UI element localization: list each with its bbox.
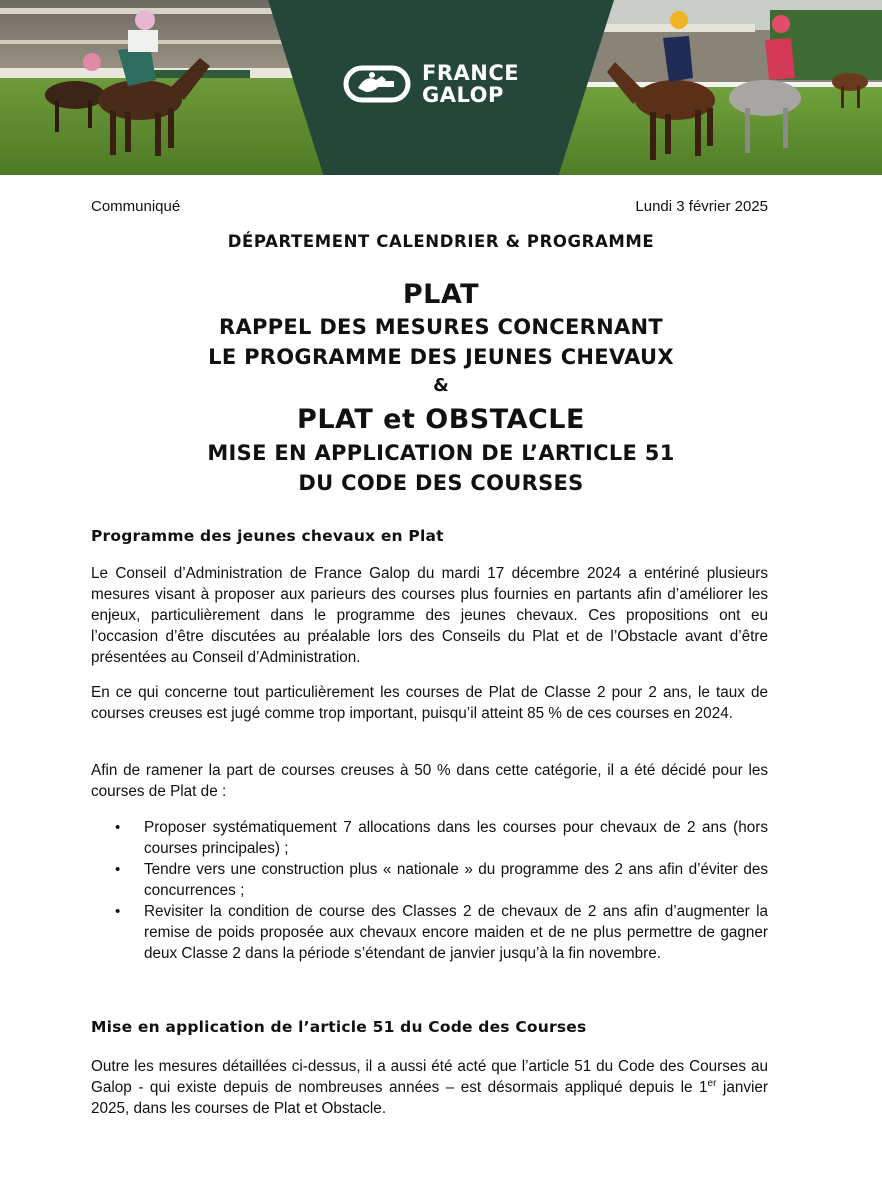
- section1-heading: Programme des jeunes chevaux en Plat: [91, 527, 444, 545]
- ordinal-superscript: er: [707, 1077, 717, 1089]
- section1-paragraph-2: En ce qui concerne tout particulièrement les courses de Plat de Classe 2 pour 2 ans, le taux de courses creuses est jugé comme trop important, puisqu’il atteint 85 % de ces courses en 2024.: [91, 684, 768, 722]
- section2-paragraph-1: [91, 1056, 768, 1119]
- brand-name-line1: FRANCE: [422, 61, 520, 85]
- document-date: Lundi 3 février 2025: [635, 198, 768, 215]
- measures-list: [91, 817, 768, 964]
- title-ampersand: &: [433, 375, 449, 396]
- section1-paragraph-3: Afin de ramener la part de courses creuses à 50 % dans cette catégorie, il a été décidé pour les courses de Plat de :: [91, 762, 768, 800]
- section2-heading: Mise en application de l’article 51 du Code des Courses: [91, 1018, 587, 1036]
- meta-row: [91, 198, 768, 215]
- section1-paragraph-1: Le Conseil d’Administration de France Galop du mardi 17 décembre 2024 a entériné plusieurs mesures visant à proposer aux parieurs des courses plus fournies en partants afin d’améliorer les enjeux, particulièrement dans le programme des jeunes chevaux. Ces propositions ont eu l’occasion d’être discutées au préalable lors des Conseils du Plat et de l’Obstacle avant d’être présentées au Conseil d’Administration.: [91, 565, 768, 666]
- title-line-mise-en-application: MISE EN APPLICATION DE L’ARTICLE 51: [207, 441, 675, 465]
- title-line-programme: LE PROGRAMME DES JEUNES CHEVAUX: [208, 345, 674, 369]
- document-type-label: Communiqué: [91, 198, 181, 215]
- section2-text-before: Outre les mesures détaillées ci-dessus, il a aussi été acté que l’article 51 du Code des Courses au Galop - qui existe depuis de nombreuses années – est désormais appliqué depuis le 1: [91, 1058, 768, 1096]
- brand-name-line2: GALOP: [422, 83, 504, 107]
- france-galop-logo: [342, 62, 552, 110]
- header-banner: [0, 0, 882, 175]
- section2-text-after: janvier 2025, dans les courses de Plat et Obstacle.: [91, 1079, 769, 1117]
- list-item: • Tendre vers une construction plus « nationale » du programme des 2 ans afin d’éviter des concurrences ;: [91, 859, 768, 901]
- title-line-rappel: RAPPEL DES MESURES CONCERNANT: [218, 315, 664, 339]
- list-item: • Revisiter la condition de course des Classes 2 de chevaux de 2 ans afin d’augmenter la remise de poids proposée aux chevaux encore maiden et de ne plus permettre de gagner deux Classe 2 dans la période s’étendant de janvier jusqu’à la fin novembre.: [91, 901, 768, 964]
- department-heading: DÉPARTEMENT CALENDRIER & PROGRAMME: [227, 232, 655, 251]
- title-line-plat-obstacle: PLAT et OBSTACLE: [297, 404, 585, 435]
- title-line-plat: PLAT: [402, 279, 480, 310]
- title-block: [40, 278, 842, 498]
- list-item: • Proposer systématiquement 7 allocations dans les courses pour chevaux de 2 ans (hors courses principales) ;: [91, 817, 768, 859]
- horse-rider-logo-icon: [342, 64, 412, 104]
- title-line-code-des-courses: DU CODE DES COURSES: [298, 471, 584, 495]
